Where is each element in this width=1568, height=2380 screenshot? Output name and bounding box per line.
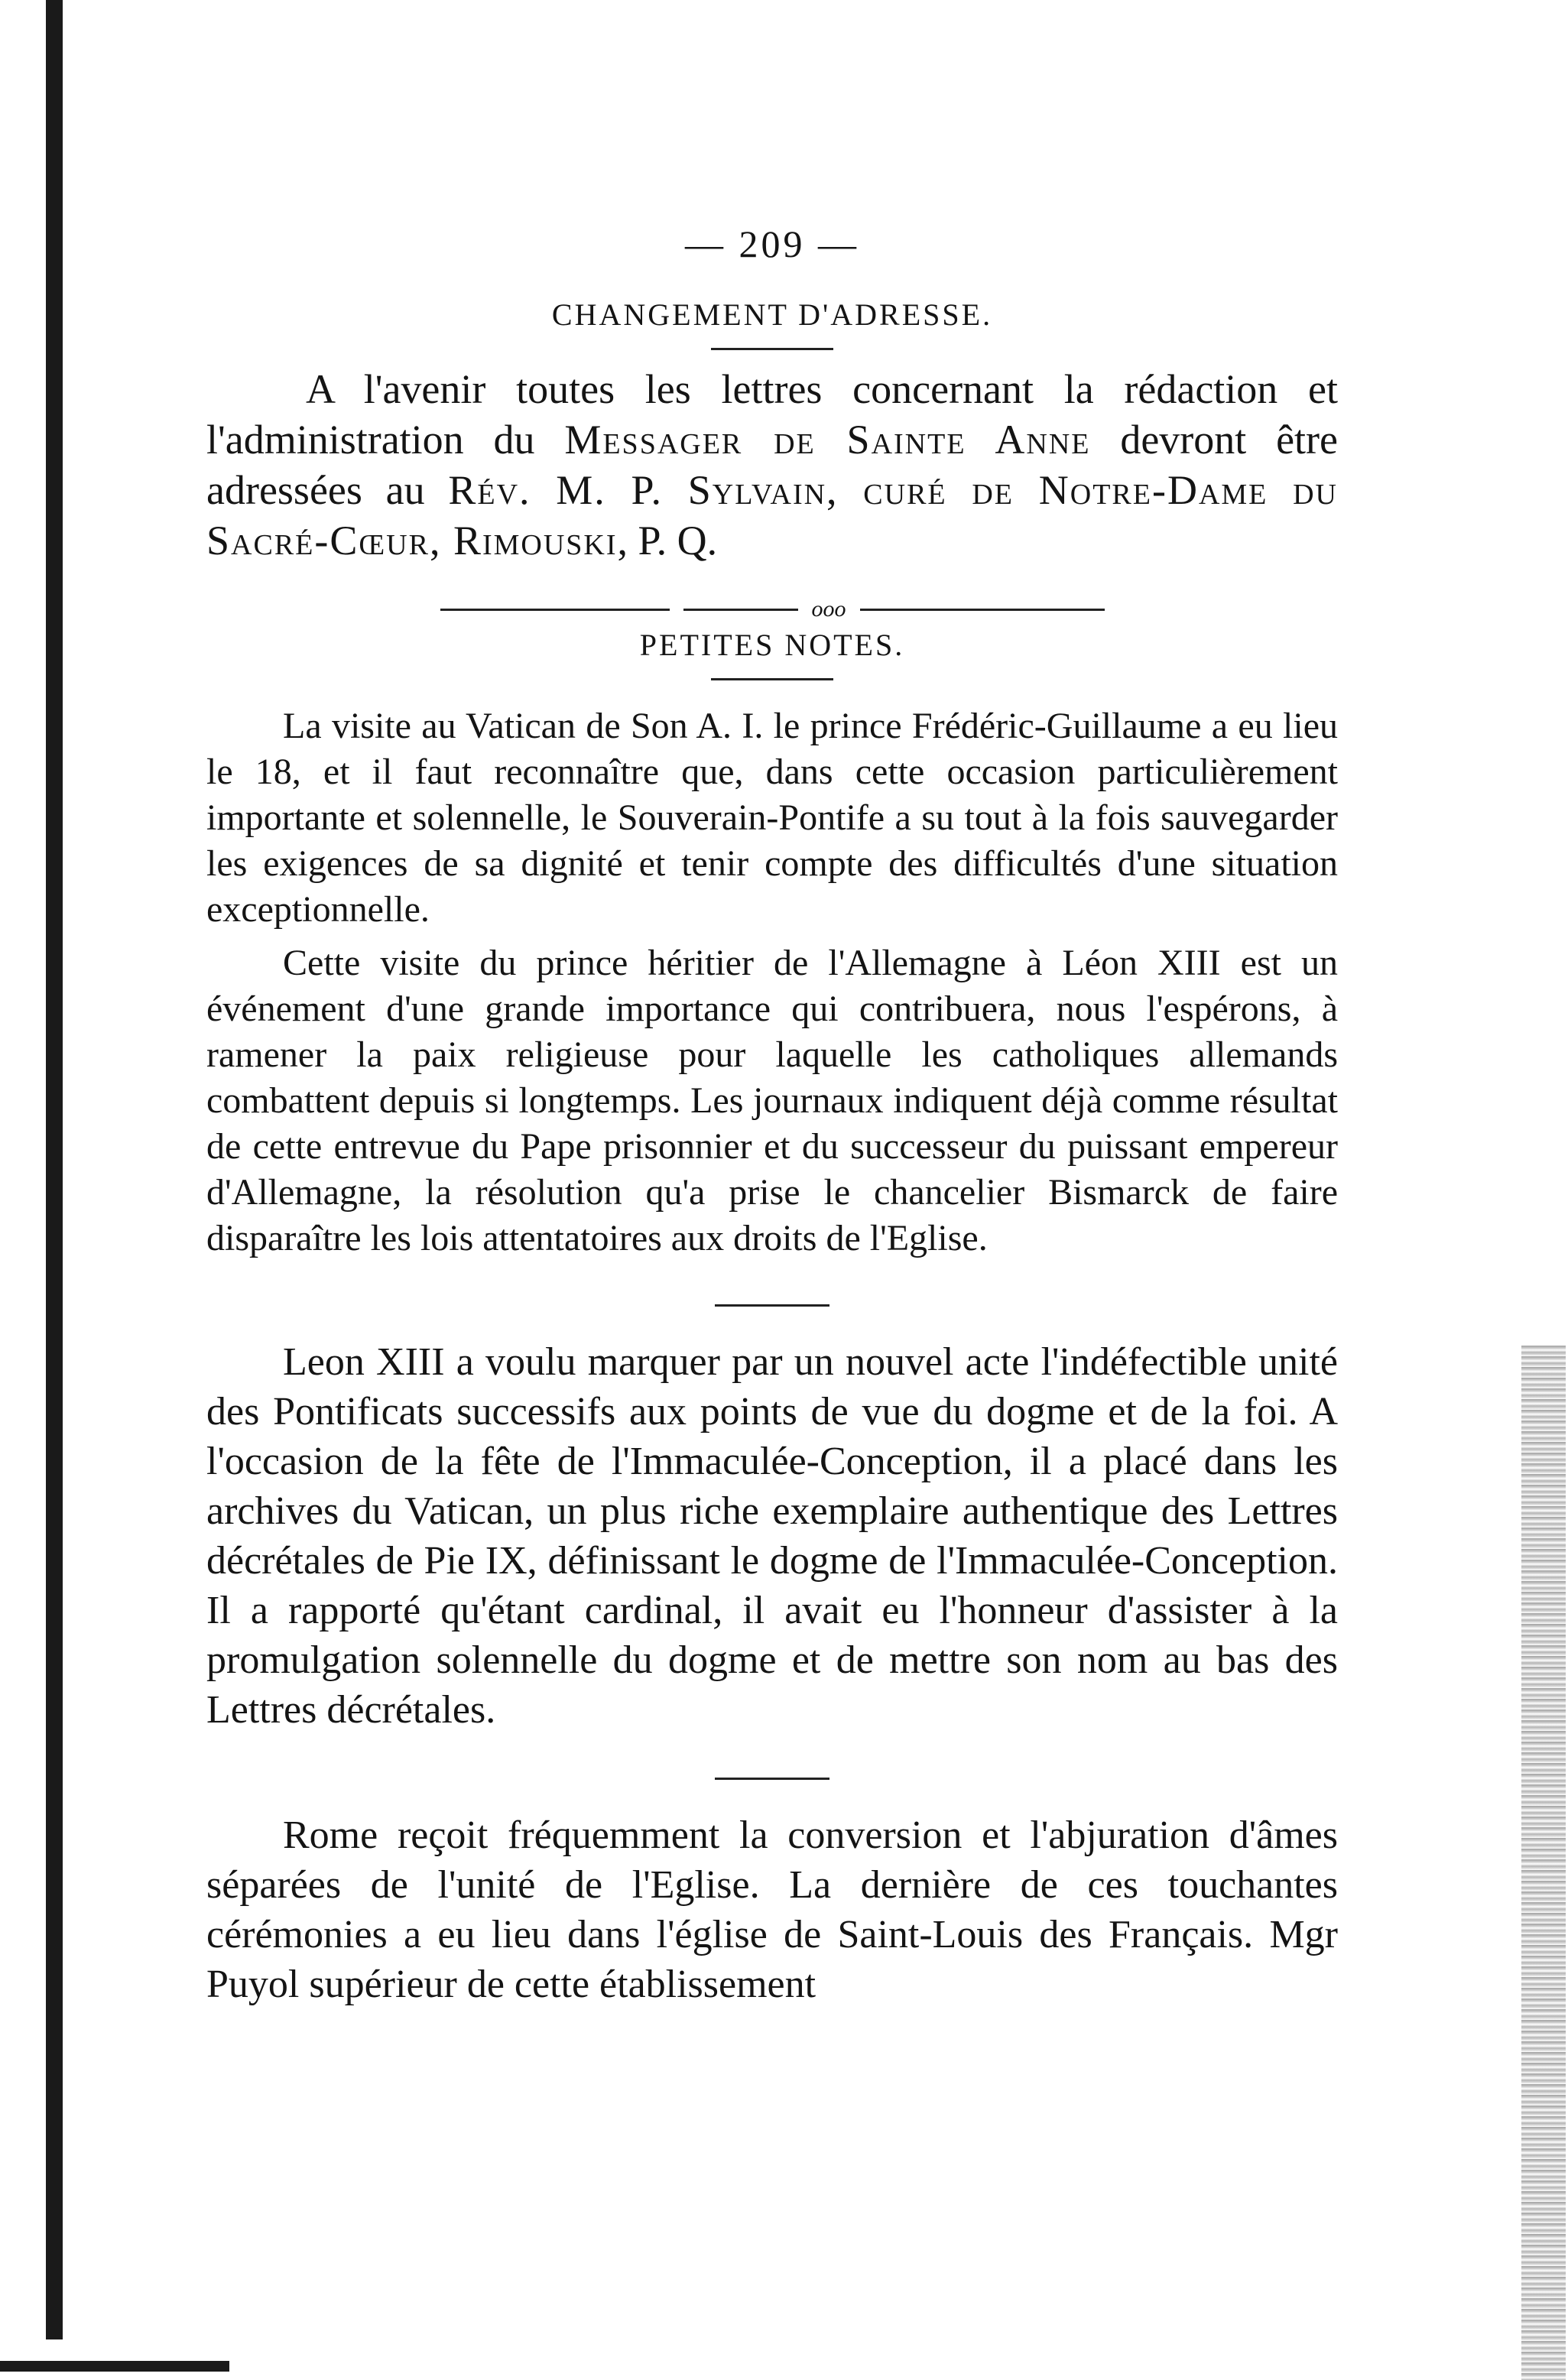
article-paragraph: Leon XIII a voulu marquer par un nouvel acte l'indéfectible unité des Pontificats successifs aux points de vue du dogme et de la foi. A l'occasion de la fête de l'Immaculée-Conception, il a placé dans les archives du Vatican, un plus riche exemplaire authentique des Lettres décrétales de Pie IX, définissant le dogme de l'Immaculée-Conception. Il a rapporté qu'étant cardinal, il avait eu l'honneur d'assister à la promulgation solennelle du dogme et de mettre son nom au bas des Lettres décrétales.	[206, 1340, 1338, 1732]
notice-publication-name: Messager de Sainte Anne	[564, 417, 1091, 463]
divider-line-right	[860, 609, 1105, 611]
divider-line-middle	[683, 609, 798, 611]
article-paragraph: Cette visite du prince héritier de l'Allemagne à Léon XIII est un événement d'une grande importance qui contribuera, nous l'espérons, à ramener la paix religieuse pour laquelle les catholiques allemands combattent depuis si longtemps. Les journaux indiquent déjà comme résultat de cette entrevue du Pape prisonnier et du successeur du puissant empereur d'Allemagne, la résolution qu'a prise le chancelier Bismarck de faire disparaître les lois attentatoires aux droits de l'Eglise.	[206, 943, 1338, 1258]
section-title: PETITES NOTES.	[639, 628, 905, 662]
notice-paragraph	[206, 364, 1338, 566]
scan-left-border	[46, 0, 63, 2339]
title-rule	[711, 348, 833, 350]
article-separator	[715, 1778, 829, 1780]
notice-recipient: Rév. M. P. Sylvain, curé de Notre-Dame du Sacré-Cœur, Rimouski	[206, 467, 1339, 563]
divider-mark: ooo	[811, 596, 846, 622]
page-content	[206, 222, 1338, 2017]
notice-text-5: , P. Q.	[617, 518, 718, 563]
article-paragraph: La visite au Vatican de Son A. I. le prince Frédéric-Guillaume a eu lieu le 18, et il faut reconnaître que, dans cette occasion particulièrement importante et solennelle, le Souverain-Pontife a su tout à la fois sauvegarder les exigences de sa dignité et tenir compte des difficultés d'une situation exceptionnelle.	[206, 706, 1338, 930]
article-separator	[715, 1304, 829, 1307]
notice-title: CHANGEMENT D'ADRESSE.	[551, 297, 993, 332]
scan-bottom-bar	[0, 2361, 229, 2372]
divider-line-left	[440, 609, 670, 611]
ornamental-divider	[206, 596, 1338, 622]
article-paragraph: Rome reçoit fréquemment la conversion et l'abjuration d'âmes séparées de l'unité de l'Eglise. La dernière de ces touchantes cérémonies a eu lieu dans l'église de Saint-Louis des Français. Mgr Puyol supérieur de cette établissement	[206, 1813, 1338, 2006]
notice-text-1: A l'avenir toutes les lettres concernant la rédaction et l'administration du	[206, 366, 1338, 463]
scan-edge-noise	[1521, 1346, 1566, 2380]
section-rule	[711, 678, 833, 680]
notice-text-3: devront être adressées au	[206, 417, 1339, 513]
page-number: — 209 —	[685, 222, 859, 265]
